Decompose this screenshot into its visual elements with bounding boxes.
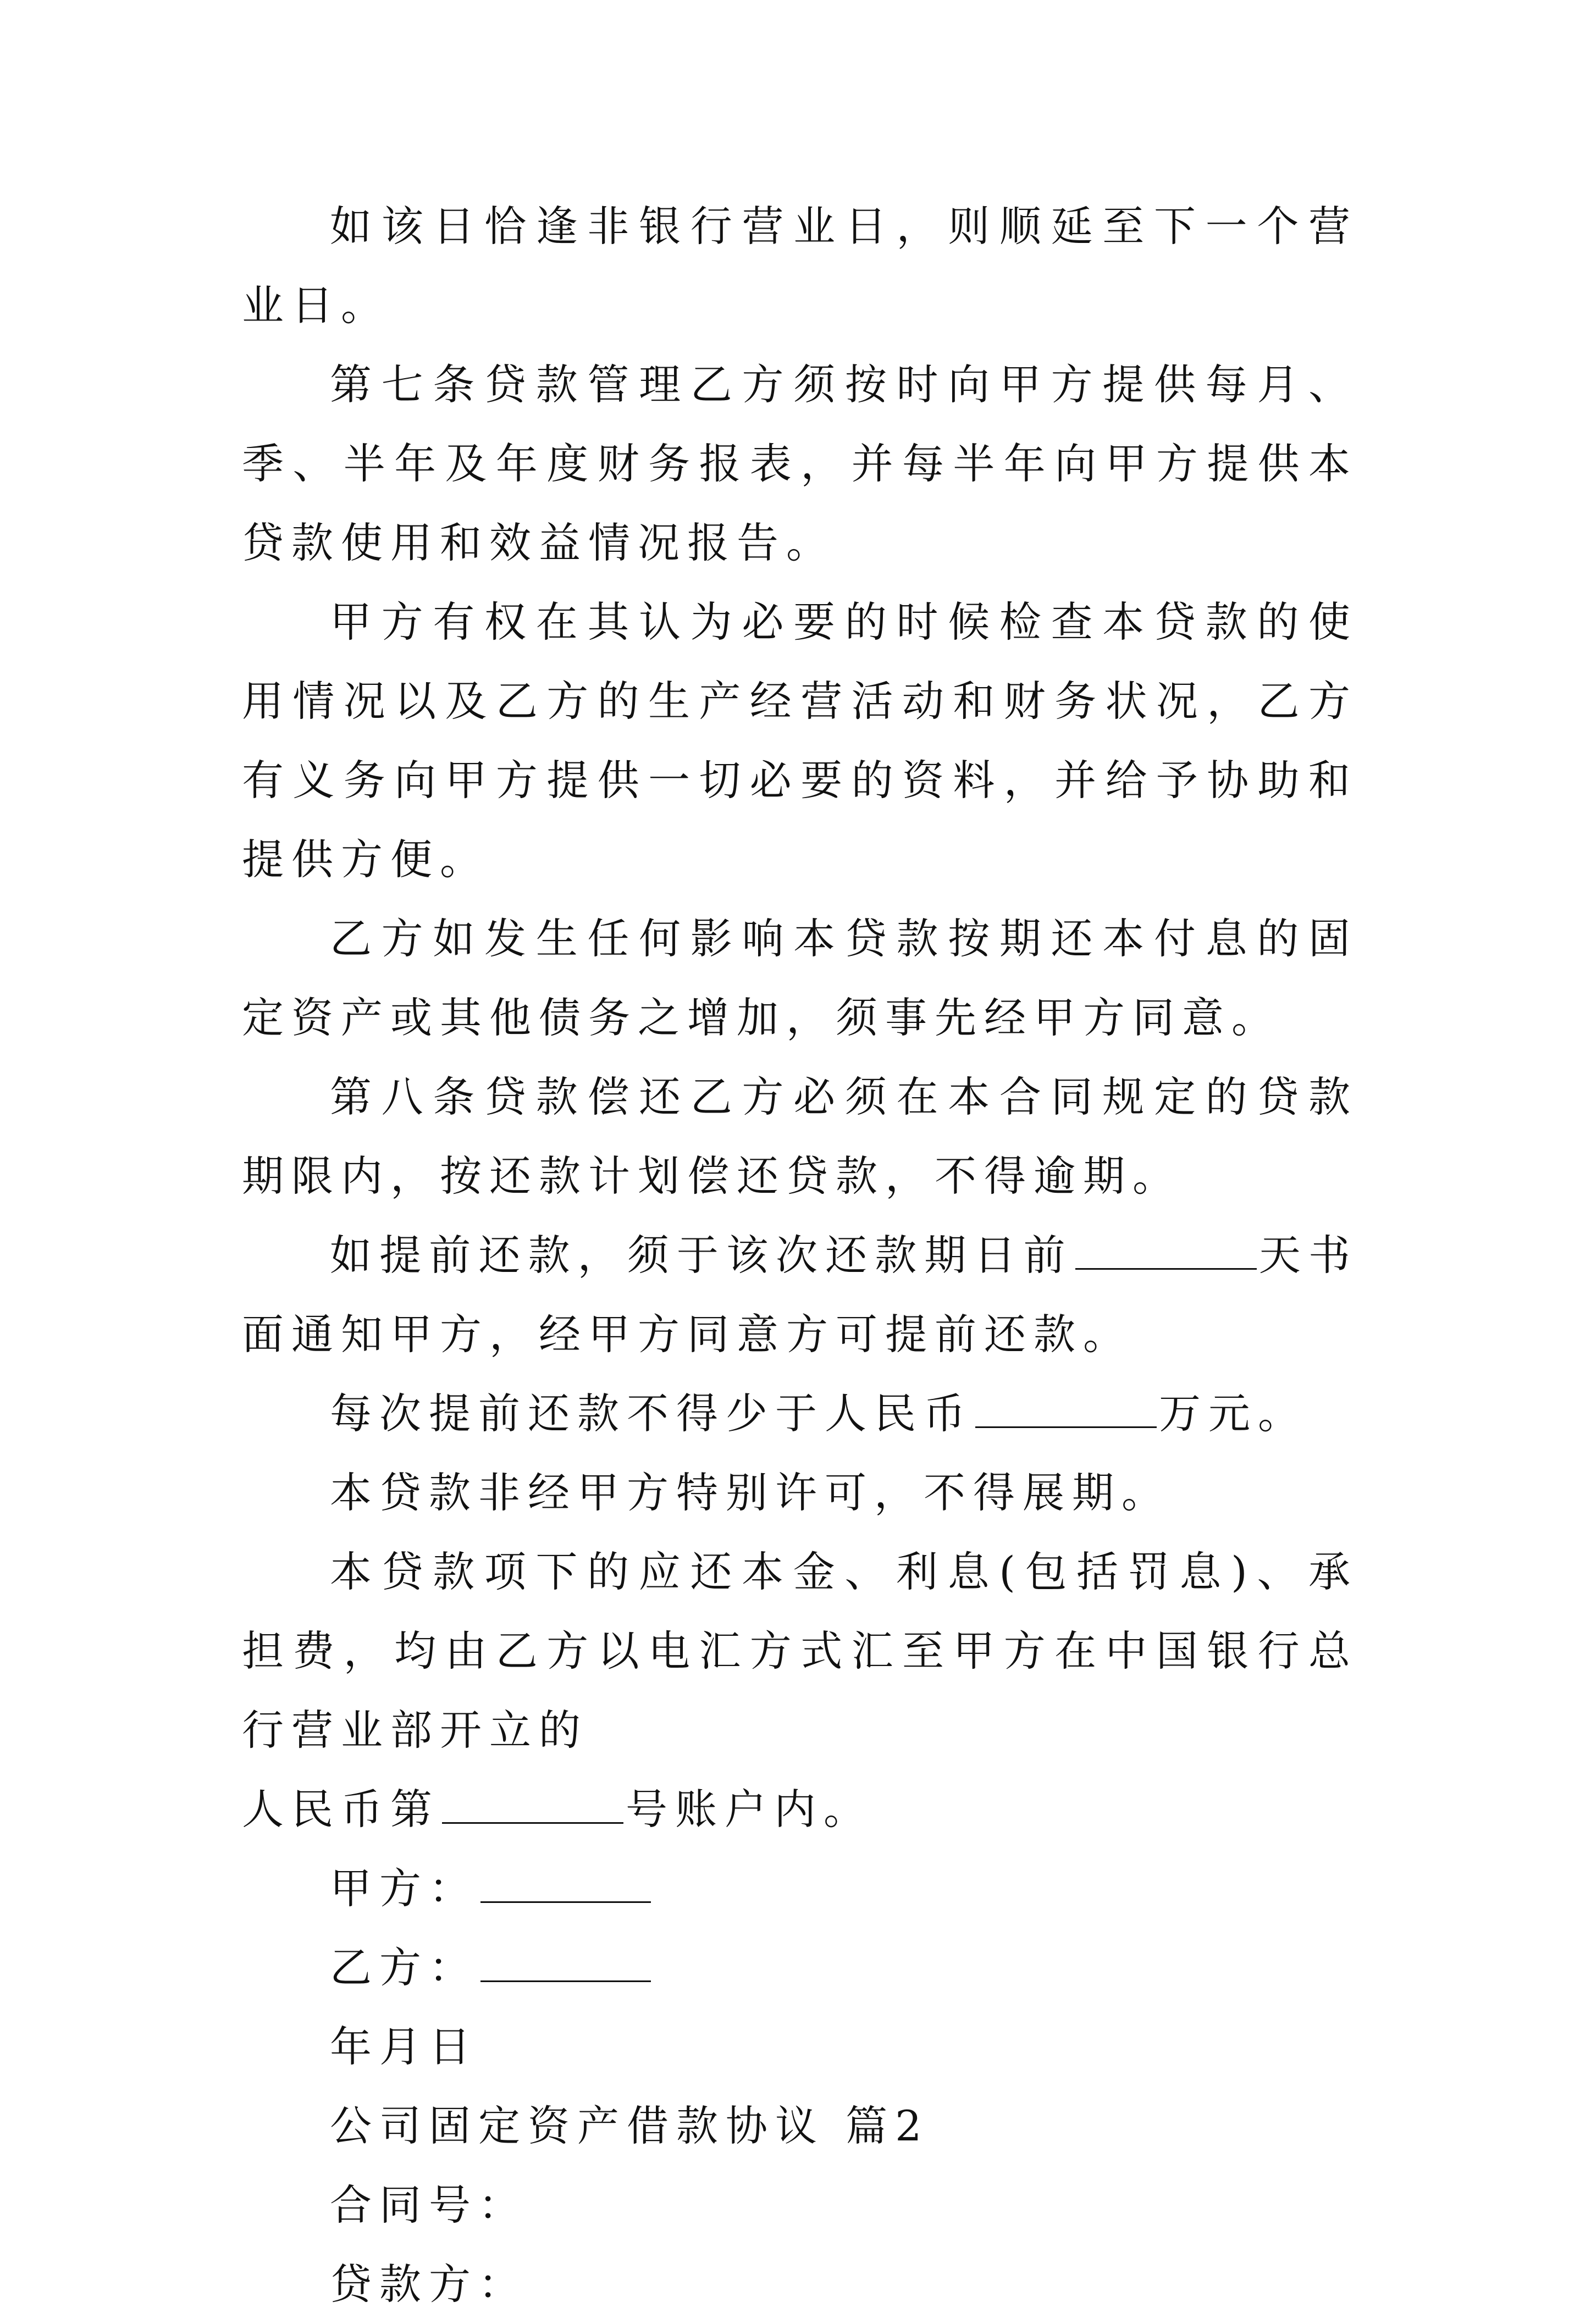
paragraph-article-7-loan-management: 第七条贷款管理乙方须按时向甲方提供每月、季、半年及年度财务报表，并每半年向甲方提供本贷款使用和效益情况报告。 [242, 360, 1358, 567]
account-text-before: 人民币第 [242, 1785, 440, 1834]
paragraph-business-day: 如该日恰逢非银行营业日，则顺延至下一个营业日。 [242, 202, 1358, 330]
early-repayment-text-before: 如提前还款，须于该次还款期日前 [330, 1231, 1073, 1280]
document-body [242, 187, 1358, 2324]
paragraph-no-extension: 本贷款非经甲方特别许可，不得展期。 [330, 1468, 1171, 1517]
account-blank-field [442, 1783, 623, 1824]
minimum-amount-text-after: 万元。 [1159, 1389, 1307, 1438]
date-line: 年月日 [330, 2022, 478, 2071]
paragraph-early-repayment-notice [242, 1216, 1358, 1374]
early-repayment-text-after: 天书面通知甲方，经甲方同意方可提前还款。 [242, 1231, 1358, 1359]
account-text-after: 号账户内。 [626, 1785, 873, 1834]
paragraph-inspection-rights: 甲方有权在其认为必要的时候检查本贷款的使用情况以及乙方的生产经营活动和财务状况，乙方有义务向甲方提供一切必要的资料，并给予协助和提供方便。 [242, 597, 1358, 884]
paragraph-payment-method: 本贷款项下的应还本金、利息(包括罚息)、承担费，均由乙方以电汇方式汇至甲方在中国银行总行营业部开立的 [242, 1547, 1358, 1755]
paragraph-article-8-repayment: 第八条贷款偿还乙方必须在本合同规定的贷款期限内，按还款计划偿还贷款，不得逾期。 [242, 1072, 1358, 1200]
party-b-label: 乙方： [330, 1943, 478, 1992]
paragraph-account-number [242, 1770, 1358, 1849]
section-heading-part-2: 公司固定资产借款协议 篇2 [330, 2101, 930, 2150]
signature-party-b [242, 1928, 1358, 2007]
paragraph-minimum-amount [242, 1374, 1358, 1453]
days-blank-field [1075, 1229, 1257, 1270]
amount-blank-field [975, 1387, 1157, 1428]
party-b-blank-field [480, 1941, 651, 1982]
lender-line: 贷款方： [330, 2260, 528, 2309]
contract-number-line: 合同号： [330, 2181, 528, 2229]
paragraph-debt-increase: 乙方如发生任何影响本贷款按期还本付息的固定资产或其他债务之增加，须事先经甲方同意。 [242, 914, 1358, 1042]
party-a-label: 甲方： [330, 1864, 478, 1913]
signature-party-a [242, 1849, 1358, 1928]
minimum-amount-text-before: 每次提前还款不得少于人民币 [330, 1389, 973, 1438]
party-a-blank-field [480, 1862, 651, 1903]
